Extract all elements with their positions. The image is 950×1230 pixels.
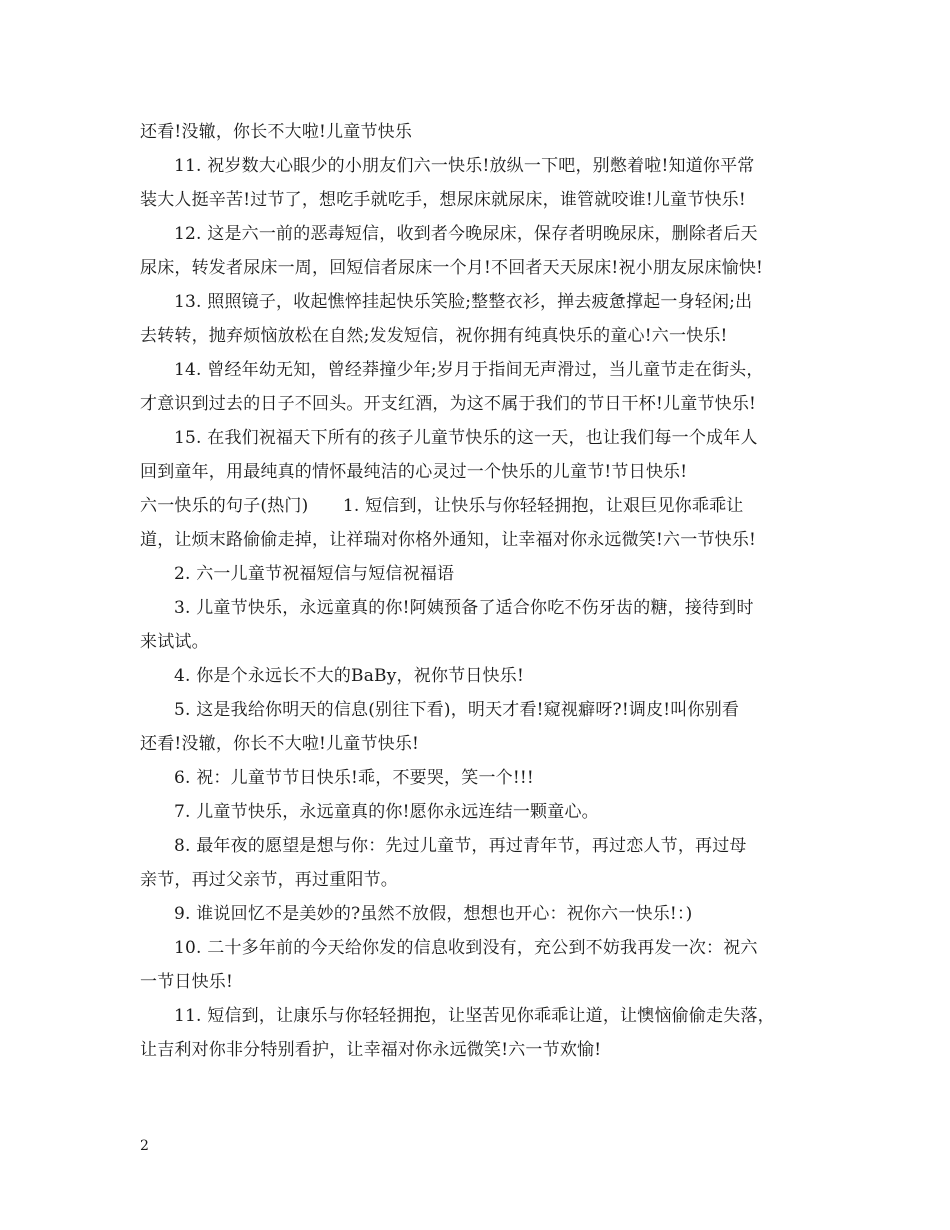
text-line: 亲节，再过父亲节，再过重阳节。: [140, 870, 398, 890]
text-line: 12. 这是六一前的恶毒短信，收到者今晚尿床，保存者明晚尿床，删除者后天: [174, 224, 758, 244]
page-number: 2: [140, 1138, 149, 1154]
text-line: 六一快乐的句子(热门) 1. 短信到，让快乐与你轻轻拥抱，让艰巨见你乖乖让: [140, 496, 744, 516]
text-line: 尿床，转发者尿床一周，回短信者尿床一个月!不回者天天尿床!祝小朋友尿床愉快!: [140, 258, 764, 278]
text-line: 7. 儿童节快乐，永远童真的你!愿你永远连结一颗童心。: [174, 802, 599, 822]
text-line: 让吉利对你非分特别看护，让幸福对你永远微笑!六一节欢愉!: [140, 1040, 602, 1060]
text-line: 13. 照照镜子，收起憔悴挂起快乐笑脸;整整衣衫，掸去疲惫撑起一身轻闲;出: [174, 292, 753, 312]
text-line: 15. 在我们祝福天下所有的孩子儿童节快乐的这一天，也让我们每一个成年人: [174, 428, 758, 448]
text-line: 11. 祝岁数大心眼少的小朋友们六一快乐!放纵一下吧，别憋着啦!知道你平常: [174, 156, 755, 176]
text-line: 5. 这是我给你明天的信息(别往下看)，明天才看!窥视癖呀?!调皮!叫你别看: [174, 700, 740, 720]
text-line: 8. 最年夜的愿望是想与你：先过儿童节，再过青年节，再过恋人节，再过母: [174, 836, 747, 856]
text-line: 才意识到过去的日子不回头。开支红酒，为这不属于我们的节日干杯!儿童节快乐!: [140, 394, 757, 414]
text-line: 去转转，抛弃烦恼放松在自然;发发短信，祝你拥有纯真快乐的童心!六一快乐!: [140, 326, 728, 346]
text-line: 还看!没辙，你长不大啦!儿童节快乐: [140, 122, 413, 142]
text-line: 来试试。: [140, 632, 209, 652]
text-line: 14. 曾经年幼无知，曾经莽撞少年;岁月于指间无声滑过，当儿童节走在街头，: [174, 360, 764, 380]
text-line: 道，让烦末路偷偷走掉，让祥瑞对你格外通知，让幸福对你永远微笑!六一节快乐!: [140, 530, 757, 550]
text-line: 装大人挺辛苦!过节了，想吃手就吃手，想尿床就尿床，谁管就咬谁!儿童节快乐!: [140, 190, 746, 210]
text-line: 还看!没辙，你长不大啦!儿童节快乐!: [140, 734, 420, 754]
text-line: 11. 短信到，让康乐与你轻轻拥抱，让坚苦见你乖乖让道，让懊恼偷偷走失落，: [174, 1006, 775, 1026]
text-line: 2. 六一儿童节祝福短信与短信祝福语: [174, 564, 455, 584]
text-line: 10. 二十多年前的今天给你发的信息收到没有，充公到不妨我再发一次：祝六: [174, 938, 758, 958]
text-line: 3. 儿童节快乐，永远童真的你!阿姨预备了适合你吃不伤牙齿的糖，接待到时: [174, 598, 754, 618]
text-line: 9. 谁说回忆不是美妙的?虽然不放假，想想也开心：祝你六一快乐!：): [174, 904, 693, 924]
text-line: 回到童年，用最纯真的情怀最纯洁的心灵过一个快乐的儿童节!节日快乐!: [140, 462, 688, 482]
document-body: [140, 115, 820, 1067]
text-line: 一节日快乐!: [140, 972, 234, 992]
text-line: 6. 祝：儿童节节日快乐!乖，不要哭，笑一个!!!: [174, 768, 534, 788]
text-line: 4. 你是个永远长不大的BaBy，祝你节日快乐!: [174, 666, 524, 686]
